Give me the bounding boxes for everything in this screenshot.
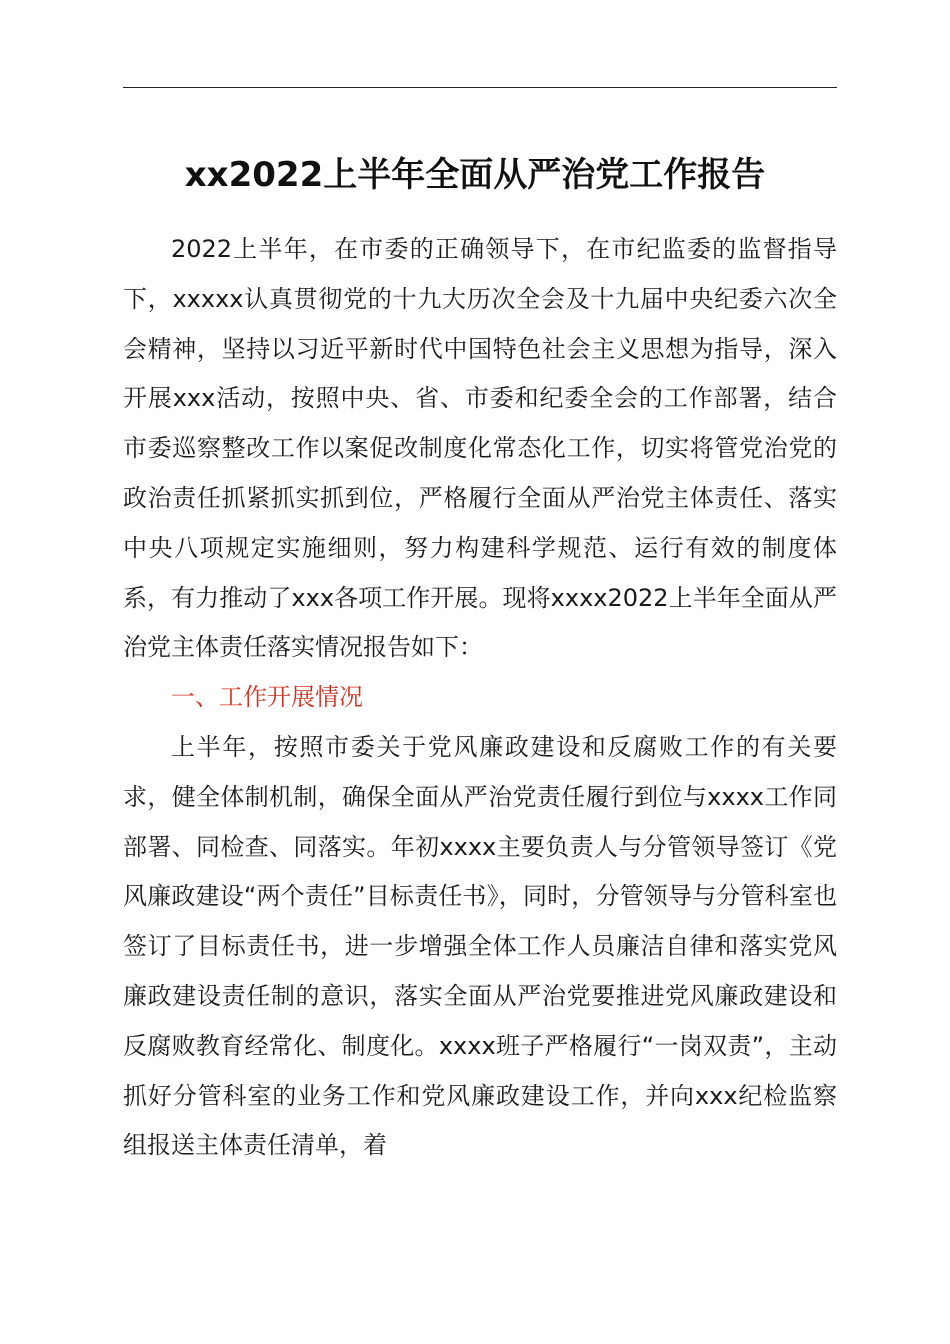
intro-paragraph: 2022上半年，在市委的正确领导下，在市纪监委的监督指导下，xxxxx认真贯彻党的十九大历次全会及十九届中央纪委六次全会精神，坚持以习近平新时代中国特色社会主义思想为指导，深入开展xxx活动，按照中央、省、市委和纪委全会的工作部署，结合市委巡察整改工作以案促改制度化常态化工作，切实将管党治党的政治责任抓紧抓实抓到位，严格履行全面从严治党主体责任、落实中央八项规定实施细则，努力构建科学规范、运行有效的制度体系，有力推动了xxx各项工作开展。现将xxxx2022上半年全面从严治党主体责任落实情况报告如下：	[123, 235, 837, 662]
document-body	[123, 225, 837, 1171]
section-heading: 一、工作开展情况	[171, 683, 363, 712]
section-paragraph: 上半年，按照市委关于党风廉政建设和反腐败工作的有关要求，健全体制机制，确保全面从严治党责任履行到位与xxxx工作同部署、同检查、同落实。年初xxxx主要负责人与分管领导签订《党风廉政建设“两个责任”目标责任书》，同时，分管领导与分管科室也签订了目标责任书，进一步增强全体工作人员廉洁自律和落实党风廉政建设责任制的意识，落实全面从严治党要推进党风廉政建设和反腐败教育经常化、制度化。xxxx班子严格履行“一岗双责”，主动抓好分管科室的业务工作和党风廉政建设工作，并向xxx纪检监察组报送主体责任清单，着	[123, 732, 837, 1160]
document-title: xx2022上半年全面从严治党工作报告	[184, 155, 766, 195]
header-rule	[123, 87, 837, 88]
